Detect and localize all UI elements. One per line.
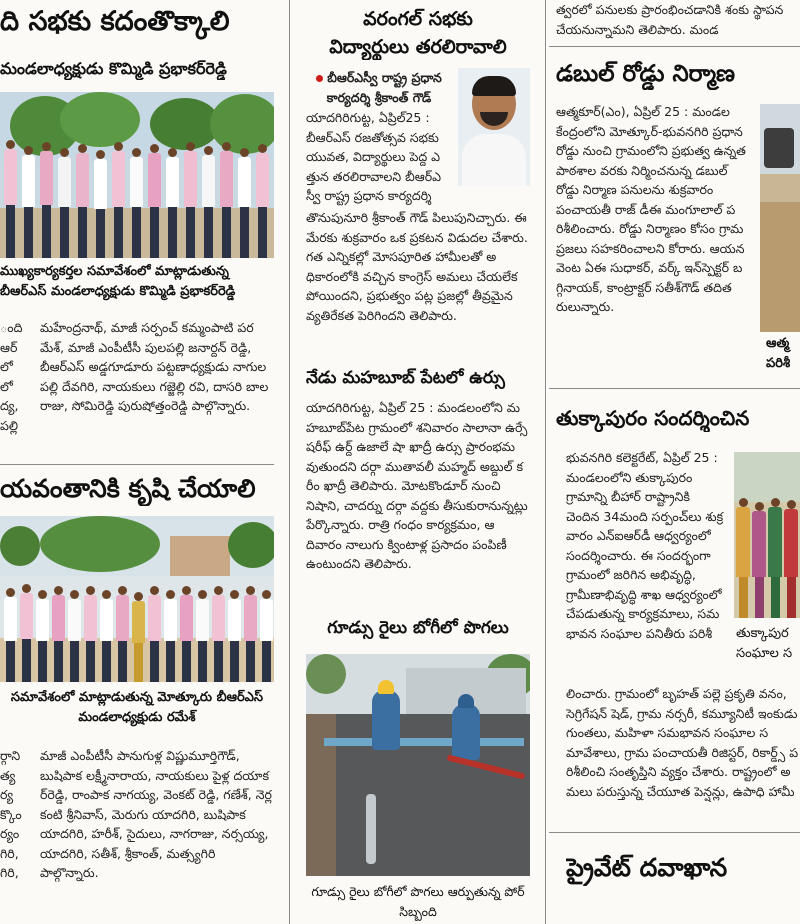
photo-caption-women-group: తుక్కాపుర సంఘాల స xyxy=(736,626,793,661)
headline-students: విద్యార్థులు తరలిరావాలి xyxy=(329,36,507,58)
article-tukkapuram-part1: భువనగిరి కలెక్టరేట్, ఏప్రిల్ 25 : మండలంలోని తుక్కాపురం గ్రామాన్ని బీహార్ రాష్ట్రానికి చెందిన 34మంది సర్పంచ్‌లు శుక్రవారం ఎన్‌ఐఆర్‌డీ ఆధ్వర్యంలో సందర్శించారు. ఈ సందర్భంగా గ్రామంలో జరిగిన అభివృద్ధి, గ్రామీణాభివృద్ధి శాఖ ఆధ్వర్యంలో చేపడుతున్న కార్యక్రమాలు, సమభావన సంఘాల పనితీరు పరిశీ xyxy=(566,450,724,641)
article-sabha-continued: మహేంద్రనాథ్, మాజీ సర్పంచ్ కమ్మంపాటి పరమేశ్, మాజీ ఎంపీటీసీ పులపల్లి జనార్దన్ రెడ్డి, బీఆర్‌ఎస్ అడ్డగూడూరు పట్టణాధ్యక్షుడు నాగులపల్లి దేవగిరి, నాయకులు గజ్జెల్లి రవి, దాసరి బాలరాజు, సోమిరెడ్డి పురుషోత్తంరెడ్డి పాల్గొన్నారు. xyxy=(40,320,269,413)
text-fragment-left-2: ర్గాని త్య ర్య క్కొం ర్యం గిరి, గిరి, xyxy=(0,748,22,880)
text-fragment-left-1: ంది ఆర్ లో లో ద్య, పల్లి xyxy=(0,320,23,433)
photo-caption-road-partial: ఆత్మ పరిశీ xyxy=(766,336,791,371)
headline-tukkapuram: తుక్కాపురం సందర్శించిన xyxy=(556,406,750,430)
photo-women-group xyxy=(734,452,800,618)
article-warangal-part1: యాదగిరిగుట్ట, ఏప్రిల్25 : బీఆర్‌ఎస్ రజతోత్సవ సభకు యువత, విద్యార్థులు పెద్ద ఎత్తున తరలిరావాలని బీఆర్‌ఎస్వీ రాష్ట్ర ప్రధాన కార్యదర్శి xyxy=(306,110,442,203)
column-divider-1 xyxy=(289,0,290,924)
divider-col1-1 xyxy=(0,464,274,465)
photo-road-construction xyxy=(760,104,800,332)
photo-caption-mothkur: సమావేశంలో మాట్లాడుతున్న మోత్కూరు బీఆర్‌ఎస్ మండలాధ్యక్షుడు రమేశ్ xyxy=(10,690,264,725)
article-foundation-tail: త్వరలో పనులకు ప్రారంభించడానికి శంకు స్థాపన చేయనున్నామని తెలిపారు. మండ xyxy=(556,2,784,37)
headline-goods-train: గూడ్సు రైలు బోగీలో పొగలు xyxy=(327,618,509,638)
photo-caption-goods-train: గూడ్సు రైలు బోగీలో పొగలు ఆర్పుతున్న పోర్ సిబ్బంది xyxy=(311,884,525,919)
photo-caption-party-workers: ముఖ్యకార్యకర్తల సమావేశంలో మాట్లాడుతున్న బీఆర్‌ఎస్ మండలాధ్యక్షుడు కొమ్మిడి ప్రభాకర్‌రెడ్డి xyxy=(0,264,236,299)
photo-party-workers-meeting xyxy=(0,92,274,258)
article-tukkapuram-part2: లించారు. గ్రామంలో బృహత్ పల్లె ప్రకృతి వనం, సెగ్రిగేషన్ షెడ్, గ్రామ నర్సరీ, కమ్యూనిటీ ఇంకుడు గుంతలు, మహిళా సమభావన సంఘాల సమావేశాలు, గ్రామ పంచాయతీ రిజిస్టర్, రికార్డ్స్ పరిశీలించి సంతృప్తిని వ్యక్తం చేశారు. రాష్ట్రంలో అమలు పరుస్తున్న చేయూత పెన్షన్లు, ఉపాధి హామీ xyxy=(566,686,799,799)
divider-col3-3 xyxy=(549,832,800,833)
headline-development: యవంతానికి కృషి చేయాలి xyxy=(0,474,256,503)
divider-col3-2 xyxy=(549,388,800,389)
photo-goods-train-smoke xyxy=(306,654,530,876)
divider-col3-1 xyxy=(549,46,800,47)
article-warangal-part2: తొనుపునూరి శ్రీకాంత్ గౌడ్ పిలుపునిచ్చారు. ఈ మేరకు శుక్రవారం ఒక ప్రకటన విడుదల చేశారు. గత ఎన్నికల్లో మోసపూరిత హామీలతో అధికారంలోకి వచ్చిన కాంగ్రెస్ అమలు చేయలేకపోయిందని, ప్రభుత్వం పట్ల ప్రజల్లో తీవ్రమైన వ్యతిరేకత పెరిగిందని తెలిపారు. xyxy=(306,210,528,323)
headline-double-road: డబుల్ రోడ్డు నిర్మాణ xyxy=(556,61,736,87)
article-double-road: ఆత్మకూర్(ఎం), ఏప్రిల్ 25 : మండల కేంద్రంలోని మోత్కూర్-భువనగిరి ప్రధాన రోడ్డు నుంచి గ్రామంలోని ప్రభుత్వ ఉన్నత పాఠశాల వరకు నిర్మించనున్న డబుల్ రోడ్డు నిర్మాణ పనులను శుక్రవారం పంచాయతీ రాజ్ డీఈ మంగూలాల్ పరిశీలించారు. రోడ్డు నిర్మాణం కోసం గ్రామ ప్రజలు సహకరించాలని కోరారు. ఆయన వెంట ఏఈ సుధాకర్, వర్క్ ఇన్‌స్పెక్టర్ బగ్గినాయక్, కాంట్రాక్టర్ సతీశ్‌గౌడ్ తదితరులున్నారు. xyxy=(556,104,746,314)
lead-line xyxy=(306,68,452,108)
article-urs: యాదగిరిగుట్ట, ఏప్రిల్ 25 : మండలంలోని మహబూబ్‌పేట గ్రామంలో శనివారం సాలానా ఉర్సే షరీఫ్ ఉర్ద్ ఉజాలే షా ఖాద్రీ ఉర్సు ప్రారంభమవుతుందని దర్గా ముతావలీ మహ్మద్ అబ్దుల్ కరీం ఖాద్రీ తెలిపారు. మోటకొండూర్ నుంచి నిషాని, చాదర్ను దర్గా వద్దకు తీసుకురానున్నట్లు పేర్కొన్నారు. రాత్రి గంధం కార్యక్రమం, ఆదివారం నాలుగు క్వింటాళ్ల ప్రసాదం పంపిణీ ఉంటుందని తెలిపారు. xyxy=(306,400,528,571)
headline-urs: నేడు మహబూబ్ పేటలో ఉర్సు xyxy=(306,368,505,388)
article-development-continued: మాజీ ఎంపీటీసీ పానుగుళ్ల విష్ణుమూర్తిగౌడ్, బుషిపాక లక్ష్మీనారాయ, నాయకులు పైళ్ల దయాకర్‌రెడ్డి, రాంపాక నాగయ్య, వెంకట్ రెడ్డి, గణేశ్, నెర్లకంటి శ్రీనివాస్, మెరుగు యాదగిరి, బుషిపాక యాదగిరి, హరీశ్, సైదులు, నాగరాజు, నర్సయ్య, యాదగిరి, సతీశ్, శ్రీకాంత్, మత్స్యగిరి పాల్గొన్నారు. xyxy=(40,748,272,880)
headline-private-hospital: ప్రైవేట్ దవాఖాన xyxy=(566,853,728,882)
bullet-icon xyxy=(316,75,323,82)
headline-sabha: ది సభకు కదంతొక్కాలి xyxy=(0,6,230,37)
portrait-srikanth-goud xyxy=(458,68,530,186)
lead-text: బీఆర్‌ఎస్వీ రాష్ట్ర ప్రధాన కార్యదర్శి శ్రీకాంత్ గౌడ్ xyxy=(326,70,442,105)
headline-warangal: వరంగల్ సభకు xyxy=(363,8,473,30)
photo-mothkur-meeting xyxy=(0,516,274,682)
subheadline-prabhakar-reddy: మండలాధ్యక్షుడు కొమ్మిడి ప్రభాకర్‌రెడ్డి xyxy=(0,59,227,78)
column-divider-2 xyxy=(545,0,546,924)
